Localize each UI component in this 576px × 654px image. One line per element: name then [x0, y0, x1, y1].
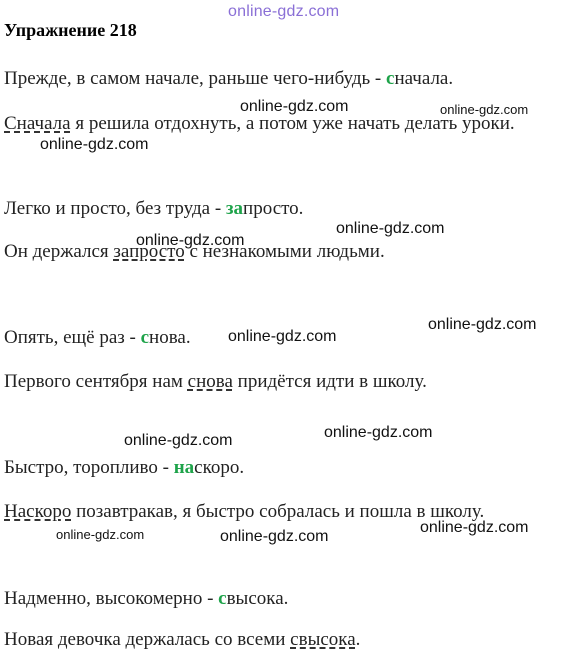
definition-text: Легко и просто, без труда -: [4, 198, 226, 219]
watermark-top: online-gdz.com: [228, 3, 340, 20]
highlighted-letters: с: [140, 327, 150, 348]
highlighted-letters: за: [225, 198, 244, 219]
exercise-title: Упражнение 218: [4, 20, 137, 40]
highlighted-letters: на: [173, 457, 195, 478]
definition-text: Надменно, высокомерно -: [4, 588, 219, 609]
watermark: online-gdz.com: [428, 316, 537, 333]
example-line-5: [4, 629, 360, 651]
definition-text: Опять, ещё раз -: [4, 327, 141, 348]
underlined-adverb: Сначала: [4, 113, 71, 134]
highlighted-letters: с: [386, 68, 395, 89]
word-rest: просто.: [243, 198, 304, 219]
example-text: придётся идти в школу.: [232, 371, 427, 392]
watermark: online-gdz.com: [420, 519, 529, 536]
underlined-adverb: снова: [187, 371, 233, 392]
definition-line-4: [4, 457, 244, 479]
definition-text: Быстро, торопливо -: [4, 457, 174, 478]
example-text: Первого сентября нам: [4, 371, 188, 392]
watermark: online-gdz.com: [40, 136, 149, 153]
watermark: online-gdz.com: [240, 98, 349, 115]
example-text: Новая девочка держалась со всеми: [4, 629, 291, 650]
word-rest: начала.: [394, 68, 454, 89]
watermark: online-gdz.com: [124, 432, 233, 449]
watermark: online-gdz.com: [228, 328, 337, 345]
example-text: с незнакомыми людьми.: [184, 241, 385, 262]
definition-line-1: [4, 68, 453, 90]
underlined-adverb: запросто: [113, 241, 185, 262]
underlined-adverb: Наскоро: [4, 501, 72, 522]
watermark: online-gdz.com: [324, 424, 433, 441]
watermark: online-gdz.com: [136, 232, 245, 249]
watermark: online-gdz.com: [440, 102, 529, 117]
highlighted-letters: с: [218, 588, 227, 609]
example-text: я решила отдохнуть, а потом уже начать делать уроки.: [70, 113, 515, 134]
word-rest: высока.: [226, 588, 289, 609]
example-line-3: [4, 371, 427, 393]
definition-text: Прежде, в самом начале, раньше чего-нибудь -: [4, 68, 387, 89]
example-text: позавтракав, я быстро собралась и пошла в школу.: [71, 501, 485, 522]
watermark: online-gdz.com: [336, 220, 445, 237]
example-text: Он держался: [4, 241, 114, 262]
example-line-4: [4, 501, 484, 523]
definition-line-3: [4, 327, 191, 349]
underlined-adverb: свысока: [290, 629, 356, 650]
example-line-1: [4, 113, 515, 135]
definition-line-2: [4, 198, 303, 220]
word-rest: скоро.: [194, 457, 245, 478]
watermark: online-gdz.com: [56, 527, 145, 542]
definition-line-5: [4, 588, 288, 610]
example-text: .: [355, 629, 361, 650]
watermark: online-gdz.com: [220, 528, 329, 545]
word-rest: нова.: [149, 327, 191, 348]
